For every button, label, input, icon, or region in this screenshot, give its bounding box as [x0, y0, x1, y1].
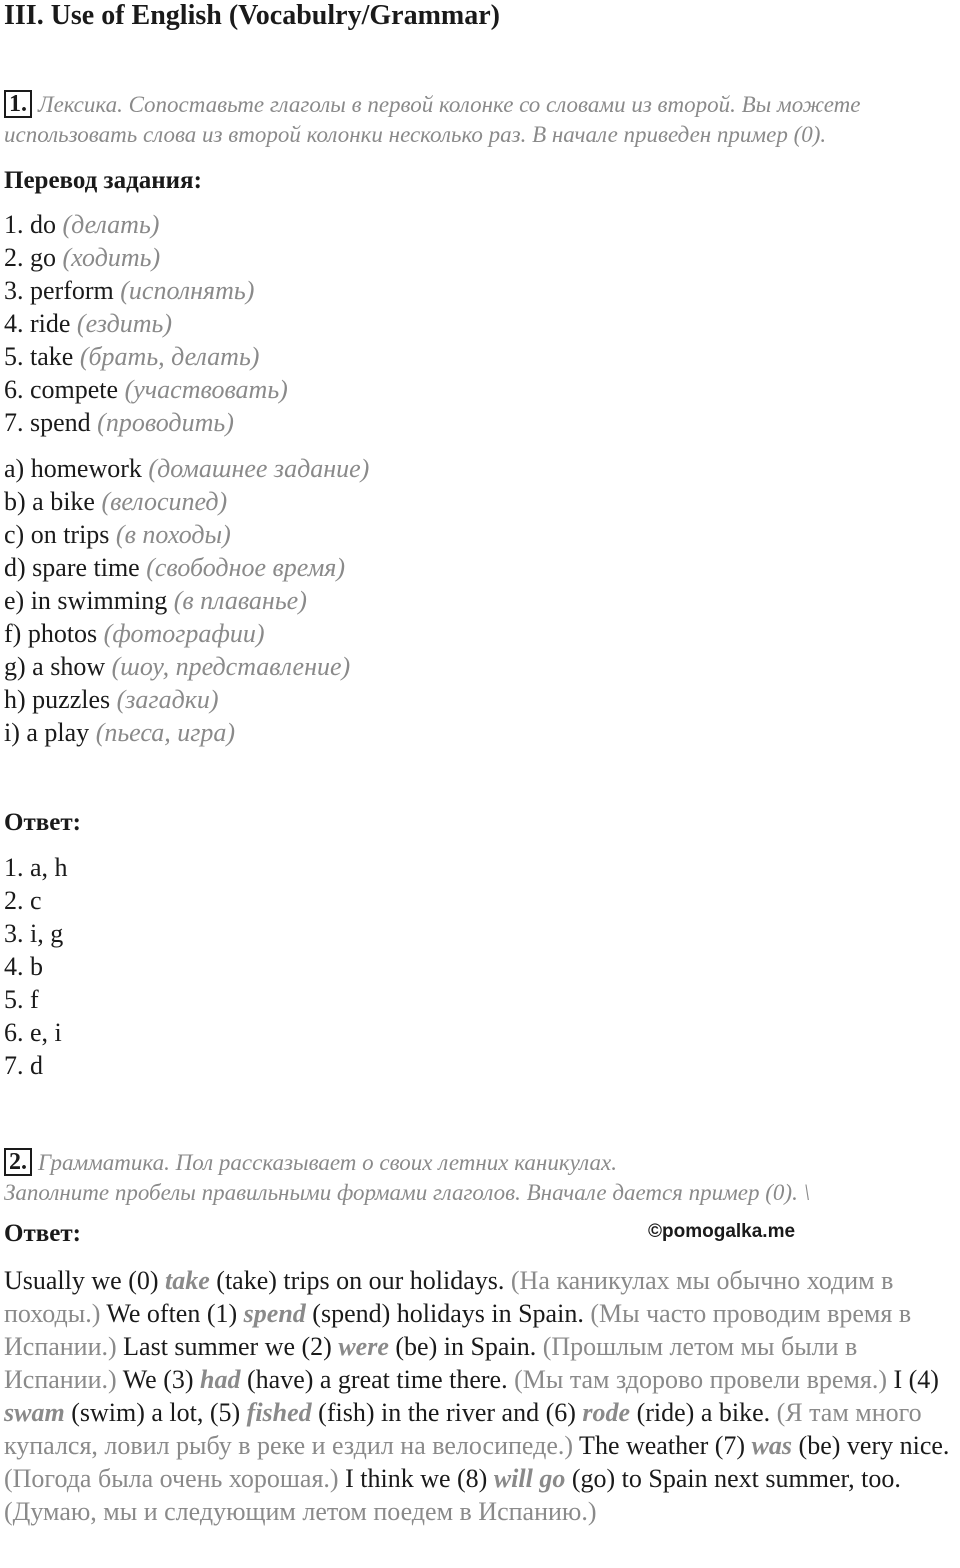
answer-item: 2. c: [4, 886, 42, 915]
task1-instruction: [4, 90, 860, 150]
verb-item: [4, 274, 288, 307]
story-text: Usually we (0): [4, 1266, 166, 1295]
noun-item-english: a) homework: [4, 454, 142, 483]
noun-item-english: i) a play: [4, 718, 90, 747]
verb-item-translation: (делать): [62, 210, 160, 239]
answer-item: 1. a, h: [4, 853, 68, 882]
answer-item: 5. f: [4, 985, 39, 1014]
answer-item: 6. e, i: [4, 1018, 62, 1047]
story-text: The weather (7): [573, 1431, 752, 1460]
noun-item: [4, 683, 369, 716]
answer-item: 7. d: [4, 1051, 43, 1080]
story-text: I (4): [886, 1365, 939, 1394]
russian-translation: (Погода была очень хорошая.): [4, 1464, 339, 1493]
story-text: (have) a great time there.: [240, 1365, 515, 1394]
filled-verb: fished: [246, 1398, 312, 1427]
verb-item: [4, 208, 288, 241]
noun-item: [4, 584, 369, 617]
russian-translation: (Думаю, мы и следующим летом поедем в Испанию.): [4, 1497, 597, 1526]
task1-instruction-line2: использовать слова из второй колонки несколько раз. В начале приведен пример (0).: [4, 122, 827, 147]
verb-item-english: 5. take: [4, 342, 74, 371]
task2-answer-text: [4, 1264, 959, 1528]
verb-item: [4, 307, 288, 340]
story-text: (swim) a lot, (5): [64, 1398, 247, 1427]
filled-verb: were: [338, 1332, 389, 1361]
noun-item-english: f) photos: [4, 619, 98, 648]
answer-item: 3. i, g: [4, 919, 64, 948]
story-text: (be) in Spain.: [388, 1332, 543, 1361]
noun-item: [4, 617, 369, 650]
story-text: I think we (8): [338, 1464, 494, 1493]
verb-item-english: 4. ride: [4, 309, 71, 338]
section-title: III. Use of English (Vocabulry/Grammar): [4, 0, 500, 31]
task1-answer-heading: Ответ:: [4, 809, 81, 836]
noun-item-english: d) spare time: [4, 553, 140, 582]
task2-answer-heading: Ответ:: [4, 1220, 81, 1247]
verb-item-english: 1. do: [4, 210, 56, 239]
filled-verb: was: [751, 1431, 793, 1460]
translation-heading: Перевод задания:: [4, 167, 202, 194]
filled-verb: take: [165, 1266, 210, 1295]
noun-item-translation: (в походы): [115, 520, 231, 549]
russian-translation: (На каникулах мы обычно ходим в походы.): [4, 1266, 894, 1328]
noun-item: [4, 452, 369, 485]
noun-item: [4, 650, 369, 683]
task2-number: 2.: [4, 1148, 32, 1176]
russian-translation: (Мы часто проводим время в Испании.): [4, 1299, 912, 1361]
filled-verb: rode: [582, 1398, 631, 1427]
verb-item-english: 7. spend: [4, 408, 91, 437]
filled-verb: will go: [493, 1464, 566, 1493]
noun-item-english: e) in swimming: [4, 586, 168, 615]
noun-item: [4, 551, 369, 584]
noun-item-translation: (фотографии): [103, 619, 265, 648]
russian-translation: (Мы там здорово провели время.): [514, 1365, 887, 1394]
verb-item-translation: (исполнять): [120, 276, 255, 305]
noun-item-translation: (домашнее задание): [148, 454, 370, 483]
filled-verb: spend: [243, 1299, 306, 1328]
story-text: (ride) a bike.: [630, 1398, 777, 1427]
task1-instruction-line1: Лексика. Сопоставьте глаголы в первой колонке со словами из второй. Вы можете: [38, 92, 861, 117]
story-text: (spend) holidays in Spain.: [305, 1299, 591, 1328]
task1-answers-list: [4, 851, 68, 1082]
verb-item-translation: (брать, делать): [79, 342, 260, 371]
task2-instruction: [4, 1148, 810, 1208]
noun-item: [4, 485, 369, 518]
noun-item-translation: (велосипед): [101, 487, 228, 516]
noun-item-translation: (шоу, представление): [111, 652, 351, 681]
watermark: ©pomogalka.me: [648, 1221, 796, 1242]
filled-verb: swam: [4, 1398, 65, 1427]
noun-item: [4, 518, 369, 551]
russian-translation: (Я там много купался, ловил рыбу в реке и ездил на велосипеде.): [4, 1398, 922, 1460]
task2-instruction-line2: Заполните пробелы правильными формами глаголов. Вначале дается пример (0). \: [4, 1180, 810, 1205]
filled-verb: had: [200, 1365, 241, 1394]
verb-item-translation: (ездить): [76, 309, 172, 338]
noun-item-english: c) on trips: [4, 520, 110, 549]
story-text: We (3): [116, 1365, 201, 1394]
noun-item-english: g) a show: [4, 652, 106, 681]
verb-item-translation: (проводить): [97, 408, 234, 437]
answer-item: 4. b: [4, 952, 43, 981]
story-text: (be) very nice.: [792, 1431, 950, 1460]
verb-item-english: 2. go: [4, 243, 56, 272]
story-text: We often (1): [100, 1299, 244, 1328]
verb-item-translation: (участвовать): [124, 375, 288, 404]
story-text: Last summer we (2): [116, 1332, 339, 1361]
noun-item-translation: (загадки): [116, 685, 219, 714]
story-text: (go) to Spain next summer, too.: [565, 1464, 901, 1493]
task1-number: 1.: [4, 90, 32, 118]
verb-item-translation: (ходить): [62, 243, 161, 272]
noun-item-translation: (в плаванье): [173, 586, 307, 615]
noun-item-translation: (свободное время): [146, 553, 346, 582]
verbs-list: [4, 208, 288, 439]
verb-item: [4, 373, 288, 406]
russian-translation: (Прошлым летом мы были в Испании.): [4, 1332, 858, 1394]
nouns-list: [4, 452, 369, 749]
verb-item-english: 6. compete: [4, 375, 119, 404]
verb-item: [4, 241, 288, 274]
noun-item-english: b) a bike: [4, 487, 95, 516]
verb-item: [4, 406, 288, 439]
verb-item-english: 3. perform: [4, 276, 114, 305]
noun-item-translation: (пьеса, игра): [95, 718, 236, 747]
story-text: (take) trips on our holidays.: [209, 1266, 511, 1295]
verb-item: [4, 340, 288, 373]
noun-item: [4, 716, 369, 749]
noun-item-english: h) puzzles: [4, 685, 111, 714]
story-text: (fish) in the river and (6): [311, 1398, 583, 1427]
task2-instruction-line1: Грамматика. Пол рассказывает о своих летних каникулах.: [38, 1150, 617, 1175]
